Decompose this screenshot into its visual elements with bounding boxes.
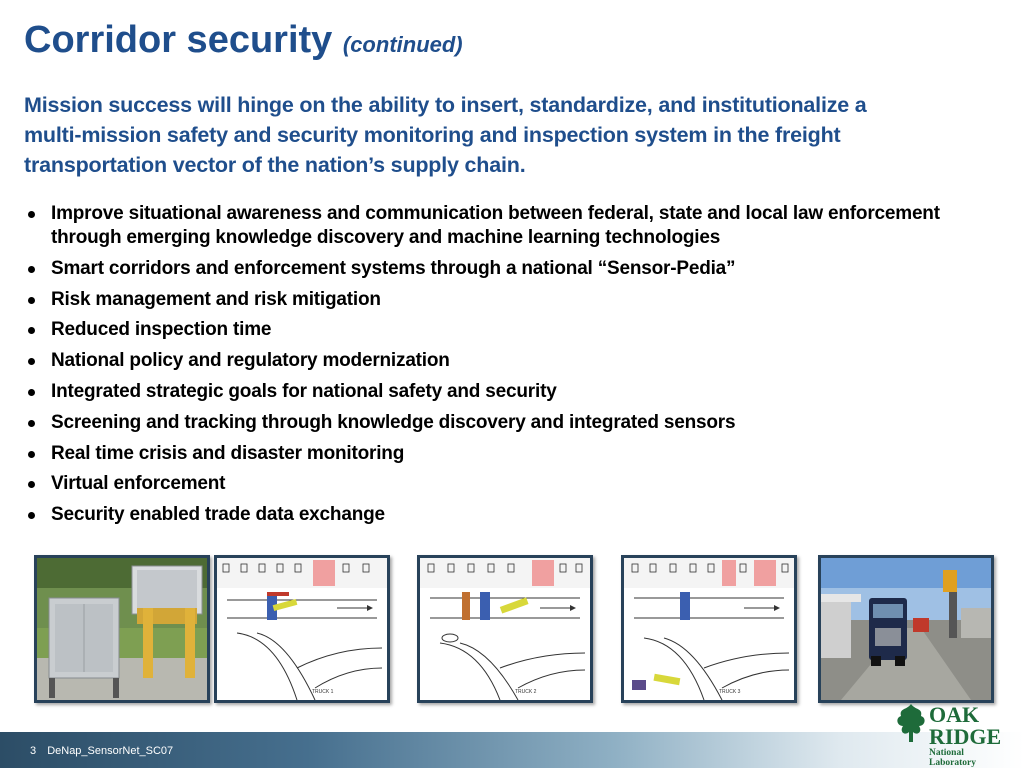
diagram-caption: TRUCK 3 [719,689,741,695]
inspection-station-diagram-truck-1 [214,555,390,703]
bullet-dot-icon [28,358,35,365]
bullet-text: Smart corridors and enforcement systems through a national “Sensor-Pedia” [51,257,736,279]
bullet-text: Security enabled trade data exchange [51,504,385,526]
bullet-text: Screening and tracking through knowledge discovery and integrated sensors [51,411,736,433]
document-name: DeNap_SensorNet_SC07 [47,745,174,757]
oak-ridge-logo [893,702,1005,768]
truck-at-inspection-station-photo [818,555,994,703]
bullet-item [24,318,984,342]
slide-title [24,18,463,67]
bullet-dot-icon [28,327,35,334]
bullet-text: Reduced inspection time [51,319,272,341]
bullet-item [24,442,984,466]
inspection-station-diagram-truck-3 [621,555,797,703]
diagram-caption: TRUCK 2 [515,689,537,695]
bullet-text: Virtual enforcement [51,473,226,495]
bullet-item [24,411,984,435]
bullet-item [24,503,984,527]
bullet-text: National policy and regulatory modernization [51,350,450,372]
bullet-item [24,202,984,250]
bullet-list [24,202,984,534]
figure-strip [34,555,994,700]
slide-title-suffix: (continued) [342,32,463,57]
bullet-dot-icon [28,512,35,519]
bullet-item [24,472,984,496]
lead-statement: Mission success will hinge on the ability to insert, standardize, and institutionalize a multi-mission safety and security monitoring and inspection system in the freight transportation vector of the nation’s supply chain. [24,93,867,177]
bullet-text: Risk management and risk mitigation [51,288,381,310]
bullet-text: Real time crisis and disaster monitoring [51,442,405,464]
slide-title-main: Corridor security [24,19,333,61]
bullet-item [24,257,984,281]
bullet-text: Integrated strategic goals for national safety and security [51,380,557,402]
logo-line-2: RIDGE [929,724,1002,749]
bullet-item [24,288,984,312]
bullet-text: Improve situational awareness and communication between federal, state and local law enforcement through emerging knowledge discovery and machine learning technologies [51,203,940,248]
oak-leaf-icon [893,702,929,746]
bullet-dot-icon [28,389,35,396]
logo-line-1: OAK [929,702,980,727]
bullet-dot-icon [28,297,35,304]
footer [30,745,181,757]
bullet-item [24,349,984,373]
bullet-item [24,380,984,404]
bullet-dot-icon [28,481,35,488]
logo-line-3: National Laboratory [929,748,976,768]
radiation-portal-monitor-photo [34,555,210,703]
diagram-caption: TRUCK 1 [312,689,334,695]
bullet-dot-icon [28,266,35,273]
bullet-dot-icon [28,211,35,218]
inspection-station-diagram-truck-2 [417,555,593,703]
bullet-dot-icon [28,451,35,458]
page-number: 3 [30,745,37,757]
bullet-dot-icon [28,420,35,427]
